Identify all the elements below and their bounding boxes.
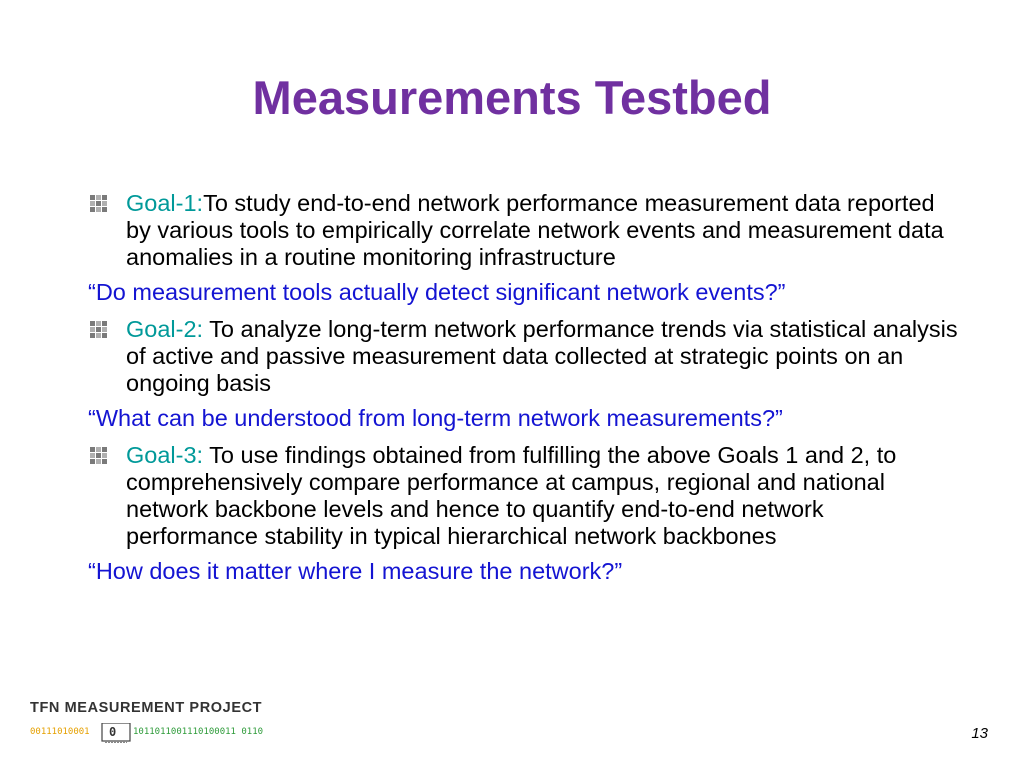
square-bullet-icon (90, 321, 108, 339)
question-1: “Do measurement tools actually detect significant network events?” (88, 279, 786, 305)
square-bullet-icon (90, 195, 108, 213)
goal-label: Goal-1: (126, 190, 204, 216)
goal-text: To use findings obtained from fulfilling the above Goals 1 and 2, to comprehensively compare performance at campus, regional and national network backbone levels and hence to quantify end-to-end network performance stability in typical hierarchical network backbones (126, 442, 897, 549)
page-number: 13 (971, 725, 988, 742)
bullet-goal-2 (88, 316, 958, 397)
bullet-goal-1 (88, 190, 958, 271)
question-2: “What can be understood from long-term network measurements?” (88, 405, 783, 431)
binary-strip-icon (30, 723, 290, 745)
slide-title: Measurements Testbed (252, 71, 772, 124)
slide-content (88, 190, 958, 595)
logo-title: TFN MEASUREMENT PROJECT (30, 700, 263, 716)
bullet-goal-3 (88, 442, 958, 550)
square-bullet-icon (90, 447, 108, 465)
goal-label: Goal-3: (126, 442, 204, 468)
bits-mid: 0 (109, 725, 117, 739)
goal-text: To study end-to-end network performance measurement data reported by various tools to empirically correlate network events and measurement data anomalies in a routine monitoring infrastructure (126, 190, 944, 270)
logo-bit-strip (30, 723, 320, 743)
bits-left: 00111010001 (30, 727, 90, 737)
goal-label: Goal-2: (126, 316, 204, 342)
tfn-logo (30, 700, 320, 750)
goal-text: To analyze long-term network performance trends via statistical analysis of active and passive measurement data collected at strategic points on an ongoing basis (126, 316, 958, 396)
bits-right: 1011011001110100011 0110 (133, 727, 264, 737)
question-3: “How does it matter where I measure the network?” (88, 558, 623, 584)
